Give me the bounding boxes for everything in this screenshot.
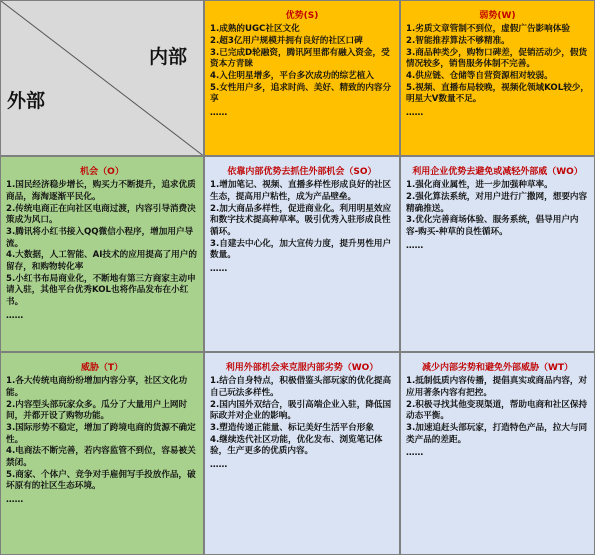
strengths-item: 4.入住明星增多，平台多次成功的综艺植入 [210, 70, 374, 81]
internal-label: 内部 [148, 46, 187, 68]
weaknesses-cell [400, 0, 595, 156]
strengths-item: 1.成熟的UGC社区文化 [210, 24, 300, 35]
wt-item: 1.抵制低质内容传播，提倡真实或商品内容，对应用著条内容有把控。 [406, 376, 588, 398]
st-title: 利用外部机会来克服内部劣势（WO） [225, 363, 379, 373]
wo-ellipsis: …… [406, 240, 424, 251]
st-strategy-cell [204, 352, 400, 555]
opportunities-item: 2.传统电商正在向社区电商过渡，内容引导消费决策成为风口。 [6, 203, 196, 226]
diagonal-divider [1, 1, 204, 156]
threats-ellipsis: …… [6, 495, 24, 506]
strengths-ellipsis: …… [210, 108, 228, 119]
wt-strategy-cell [400, 352, 595, 555]
wo-item: 2.强化算法系统，对用户进行广撒网，想要内容精确推送。 [406, 191, 588, 214]
st-item: 3.塑造传递正能量、标记美好生活平台形象 [210, 422, 374, 433]
strengths-title: 优势(S) [285, 11, 319, 21]
corner-header [0, 0, 204, 156]
st-item: 2.国内国外双结合，吸引高端企业入驻，降低国际政并对企业的影响。 [210, 399, 392, 422]
weaknesses-item: 1.劣质文章管制不到位，虚假广告影响体验 [406, 24, 570, 35]
wt-item: 3.加速追赶头部玩家，打造特色产品，拉大与同类产品的差距。 [406, 422, 588, 445]
wo-item: 1.强化商业属性，进一步加强种草率。 [406, 180, 553, 191]
opportunities-ellipsis: …… [6, 310, 24, 321]
so-item: 1.增加笔记、视频、直播多样性形成良好的社区生态，提高用户粘性，成为产品壁垒。 [210, 180, 392, 202]
wo-strategy-cell [400, 156, 595, 352]
strengths-item: 5.女性用户多，追求时尚、美好、精致的内容分享 [210, 82, 392, 105]
external-label: 外部 [7, 90, 46, 112]
threats-title: 威胁（T） [80, 363, 124, 373]
st-item: 1.结合自身特点，积极借鉴头部玩家的优化提高自己玩法多样性。 [210, 376, 392, 398]
weaknesses-item: 4.供应链、仓储等自营资源相对较弱。 [406, 70, 553, 81]
threats-item: 3.国际形势不稳定，增加了跨境电商的货源不确定性。 [6, 422, 196, 445]
threats-item: 5.商家、个体户、竞争对手雇佣写手投放作品，破坏原有的社区生态环境。 [6, 469, 196, 492]
opportunities-item: 5.小红书布局商业化，不断地有第三方商家主动申请入驻，其他平台优秀KOL也将作品发布在小红书。 [6, 273, 196, 308]
weaknesses-item: 2.智能推荐算法不够精准。 [406, 35, 510, 46]
so-ellipsis: …… [210, 264, 228, 275]
opportunities-item: 4.大数据，人工智能、AI技术的应用提高了用户的留存，和购物转化率 [6, 250, 197, 273]
wt-ellipsis: …… [406, 448, 424, 459]
wt-item: 2.积极寻找其他变现渠道，帮助电商和社区保持动态平衡。 [406, 399, 588, 422]
threats-item: 2.内容型头部玩家众多。瓜分了大量用户上网时间，并都开设了购物功能。 [6, 399, 188, 422]
so-item: 3.自建去中心化，加大宣传力度，提升男性用户数量。 [210, 238, 392, 261]
so-item: 2.加大商品多样性，促进商业化。利用明星效应和数字技术提高种草率。吸引优秀入驻形成良性循环。 [210, 203, 392, 237]
strengths-item: 3.已完成D轮融资，腾讯阿里都有融入资金，受资本方青睐 [210, 47, 390, 70]
so-title: 依靠内部优势去抓住外部机会（SO） [227, 167, 377, 177]
so-strategy-cell [204, 156, 400, 352]
st-ellipsis: …… [210, 460, 228, 471]
strengths-cell [204, 0, 400, 156]
opportunities-item: 3.腾讯将小红书接入QQ微信小程序，增加用户导流。 [6, 226, 194, 249]
threats-cell [0, 352, 204, 555]
wt-title: 减少内部劣势和避免外部威胁（WT） [421, 363, 574, 373]
threats-item: 1.各大传统电商纷纷增加内容分享，社区文化功能。 [6, 376, 188, 398]
weaknesses-title: 弱势(W) [479, 11, 516, 21]
opportunities-item: 1.国民经济稳步增长，购买力不断提升，追求优质商品，海淘逐渐平民化。 [6, 180, 196, 202]
opportunities-cell [0, 156, 204, 352]
wo-item: 3.优化完善商场体验、服务系统，倡导用户内容-购买-种草的良性循环。 [406, 215, 579, 237]
threats-item: 4.电商法不断完善，若内容监管不到位，容易被关禁闭。 [6, 446, 196, 469]
weaknesses-item: 3.商品种类少，购物口碑差，促销活动少，假货情况较多，销售服务体制不完善。 [406, 47, 588, 70]
opportunities-title: 机会（O） [80, 167, 124, 177]
strengths-item: 2.超3亿用户规模并拥有良好的社区口碑 [210, 35, 363, 46]
st-item: 4.继续迭代社区功能，优化发布、浏览笔记体验，生产更多的优质内容。 [210, 434, 383, 457]
wo-title: 利用企业优势去避免或减轻外部威（WO） [412, 167, 583, 177]
weaknesses-item: 5.视频、直播布局较晚，视频化领域KOL较少，明星大V数量不足。 [406, 82, 589, 105]
weaknesses-ellipsis: …… [406, 108, 424, 119]
